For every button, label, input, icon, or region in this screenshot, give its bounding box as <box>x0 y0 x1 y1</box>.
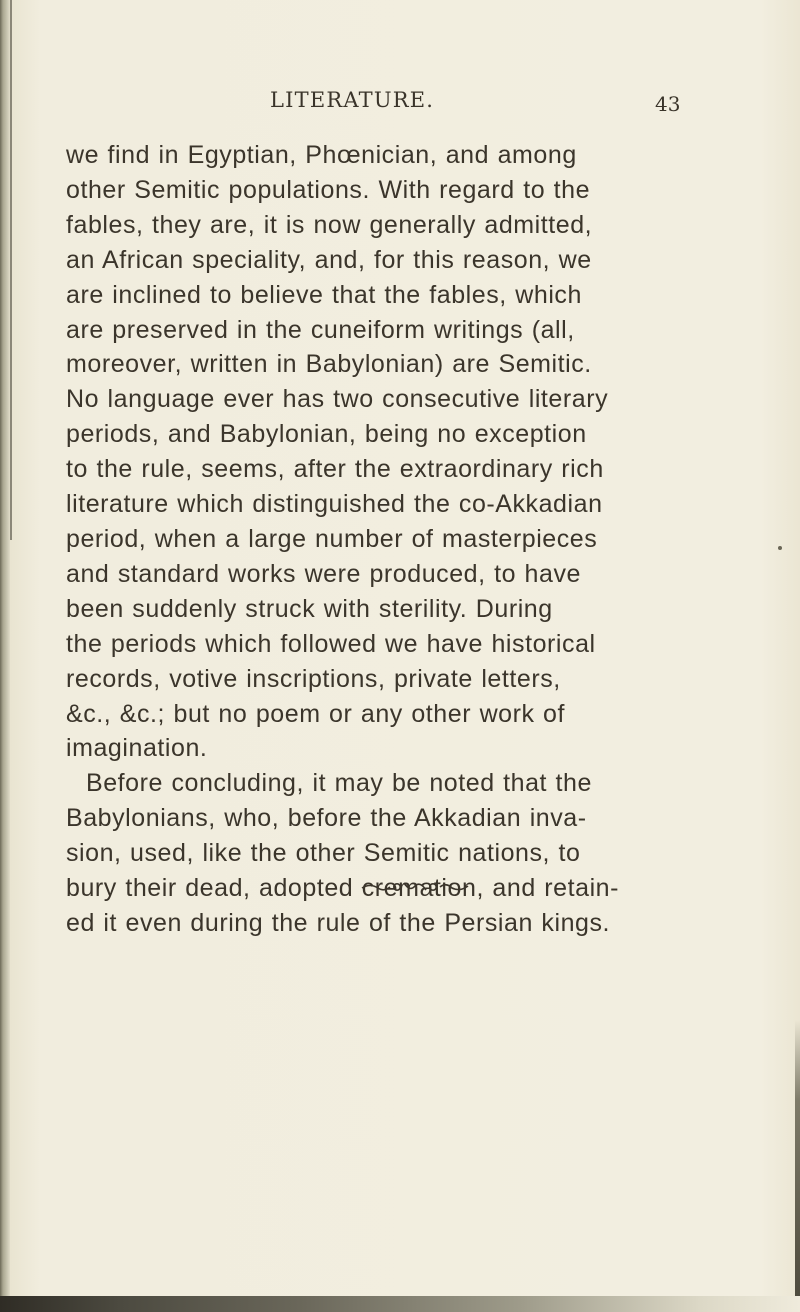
text-line: to the rule, seems, after the extraordinary rich <box>66 455 604 484</box>
text-line: imagination. <box>66 734 208 763</box>
text-line: period, when a large number of masterpieces <box>66 524 598 553</box>
running-head: LITERATURE. <box>270 88 435 112</box>
text-line: been suddenly struck with sterility. During <box>66 594 553 623</box>
text-line: an African speciality, and, for this reason, we <box>66 245 592 274</box>
text-line: moreover, written in Babylonian) are Semitic. <box>66 350 592 379</box>
text-line: periods, and Babylonian, being no exception <box>66 420 587 449</box>
text-line: bury their dead, adopted cremation, and retain- <box>66 874 620 903</box>
text-line: records, votive inscriptions, private letters, <box>66 664 561 693</box>
page-edge-shadow <box>795 1020 800 1312</box>
text-line: are preserved in the cuneiform writings (all, <box>66 315 575 344</box>
text-line: other Semitic populations. With regard to the <box>66 175 591 204</box>
tail-piece-ornament <box>360 880 470 894</box>
text-line: Babylonians, who, before the Akkadian inva- <box>66 804 587 833</box>
spine-shadow <box>0 0 10 1312</box>
text-line: and standard works were produced, to have <box>66 559 581 588</box>
text-line: Before concluding, it may be noted that the <box>86 769 592 798</box>
page-header <box>0 88 800 118</box>
spine-line <box>10 0 12 540</box>
page-bottom-shadow <box>0 1296 800 1312</box>
body-text <box>66 138 746 941</box>
text-line: &c., &c.; but no poem or any other work of <box>66 699 565 728</box>
page-number: 43 <box>655 92 681 116</box>
margin-speck <box>778 546 782 550</box>
text-line: we find in Egyptian, Phœnician, and among <box>66 141 577 169</box>
text-line: ed it even during the rule of the Persian kings. <box>66 908 611 937</box>
text-line: are inclined to believe that the fables, which <box>66 280 582 309</box>
text-line: literature which distinguished the co-Akkadian <box>66 490 603 519</box>
text-line: No language ever has two consecutive literary <box>66 385 609 414</box>
text-line: fables, they are, it is now generally admitted, <box>66 210 593 239</box>
text-line: the periods which followed we have historical <box>66 629 596 658</box>
text-line: sion, used, like the other Semitic nations, to <box>66 839 581 868</box>
